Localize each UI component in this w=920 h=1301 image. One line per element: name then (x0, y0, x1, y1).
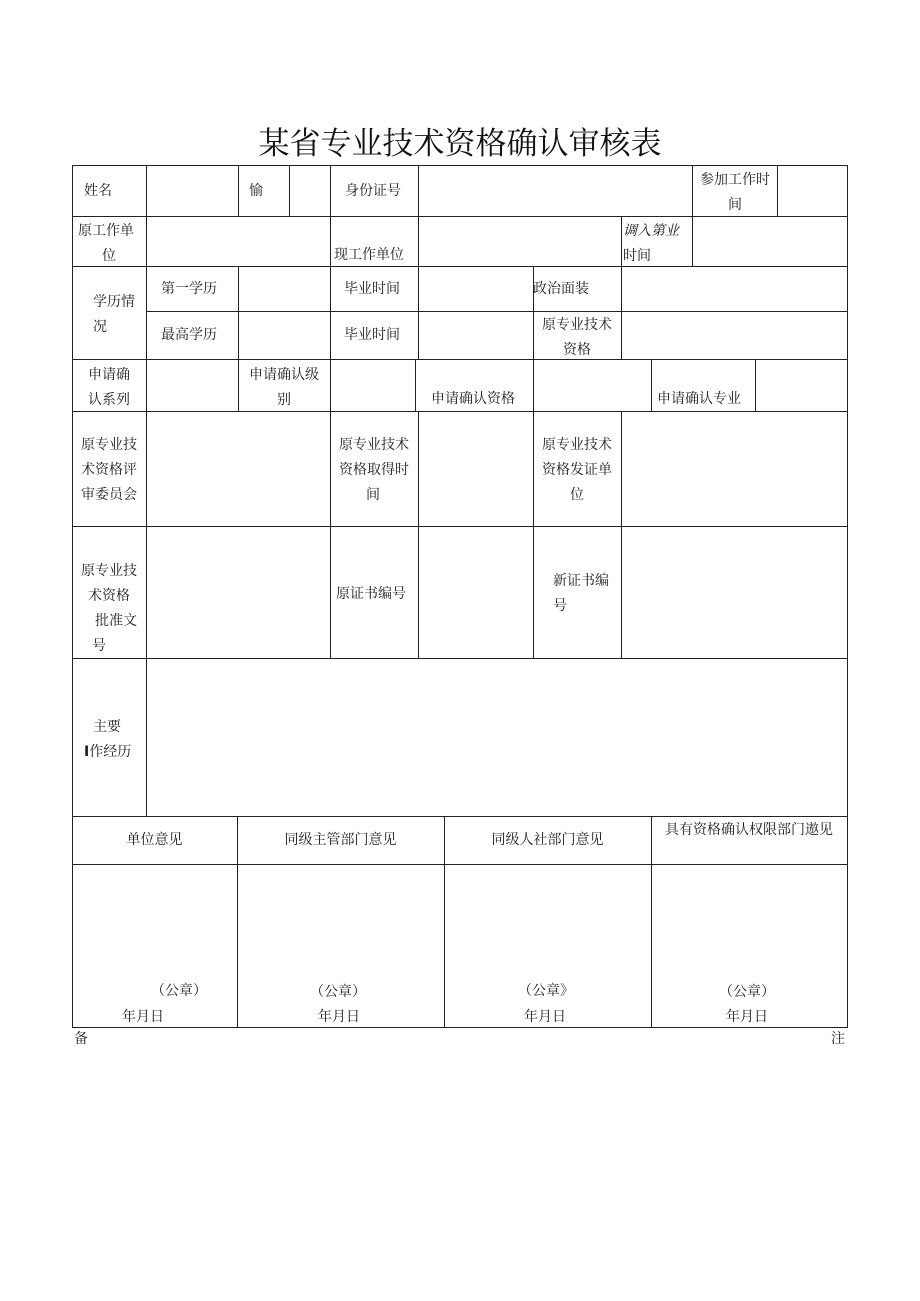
seal-1: （公章） (151, 983, 207, 999)
label-review-committee-line2: 术资格评 (81, 462, 137, 478)
label-review-committee (72, 433, 146, 508)
label-apply-series-line1: 申请确 (88, 367, 130, 383)
label-join-work-time-line2: 间 (728, 197, 742, 213)
table-line (415, 359, 416, 411)
label-apply-level-line2: 别 (277, 392, 291, 408)
label-transfer-time-line2: 时间 (623, 248, 651, 264)
table-line (289, 165, 290, 216)
table-line (330, 266, 331, 359)
table-line (146, 165, 147, 216)
table-line (72, 864, 848, 865)
table-line (330, 216, 331, 266)
label-work-experience-line1: 主要 (93, 719, 121, 735)
header-hr-opinion: 同级人社部门意见 (491, 832, 604, 848)
label-work-experience-line2 (84, 740, 131, 765)
label-orig-qualification (533, 313, 621, 363)
table-line (330, 165, 331, 216)
label-approval-doc-number-line4: 号 (92, 638, 106, 654)
table-line (621, 411, 622, 658)
footer-remark-right: 注 (831, 1031, 845, 1047)
seal-3: （公章》 (518, 983, 574, 999)
label-approval-doc-number-line1: 原专业技 (81, 563, 137, 579)
date-4: 年月日 (726, 1009, 768, 1025)
label-orig-unit-line1: 原工作单 (78, 223, 134, 239)
label-first-education: 第一学历 (161, 281, 217, 297)
label-work-experience (84, 715, 131, 765)
label-orig-unit (78, 219, 144, 269)
table-line (146, 216, 147, 266)
stray-char: 愉 (249, 183, 263, 199)
page-title: 某省专业技术资格确认审核表 (258, 126, 662, 162)
label-new-cert-number-line1: 新证书编 (553, 573, 609, 589)
date-3: 年月日 (524, 1009, 566, 1025)
label-transfer-time (623, 219, 679, 269)
label-orig-qualification-line1: 原专业技术 (542, 317, 612, 333)
table-line (146, 658, 147, 816)
table-line (72, 816, 848, 817)
table-line (418, 266, 419, 359)
date-1: 年月日 (122, 1009, 164, 1025)
label-education-line1: 学历情 (93, 294, 135, 310)
header-unit-opinion: 单位意见 (126, 832, 183, 848)
label-obtain-time-line2: 资格取得时 (339, 462, 409, 478)
header-supervisor-opinion: 同级主管部门意见 (284, 832, 397, 848)
table-line (418, 165, 419, 216)
label-review-committee-line3: 审委员会 (81, 487, 137, 503)
label-graduation-time-1: 毕业时间 (344, 281, 400, 297)
label-obtain-time-line1: 原专业技术 (339, 437, 409, 453)
table-line (330, 359, 331, 411)
label-current-unit: 现工作单位 (334, 247, 404, 263)
label-orig-cert-number: 原证书编号 (336, 586, 406, 602)
label-transfer-time-line1: 调入第业 (623, 223, 679, 239)
table-border-top (72, 165, 848, 166)
table-line (621, 266, 622, 359)
table-line (72, 266, 848, 267)
label-new-cert-number (553, 569, 609, 619)
table-line (238, 165, 239, 216)
table-border-right (847, 165, 848, 1028)
label-join-work-time (693, 168, 777, 218)
header-authority-opinion: 具有资格确认权限部门遨见 (665, 822, 833, 838)
table-line (72, 359, 848, 360)
label-issuing-unit-line2: 资格发证单 (542, 462, 612, 478)
label-orig-unit-line2: 位 (102, 248, 116, 264)
label-obtain-time-line3: 间 (366, 487, 380, 503)
table-line (651, 816, 652, 1027)
label-orig-qualification-line2: 资格 (563, 342, 591, 358)
table-line (651, 359, 652, 411)
label-issuing-unit-line1: 原专业技术 (542, 437, 612, 453)
table-line (146, 359, 147, 411)
table-line (418, 216, 419, 266)
label-approval-doc-number-line2: 术资格 (88, 588, 130, 604)
date-2: 年月日 (318, 1009, 360, 1025)
table-line (777, 165, 778, 216)
work-experience-mark: I (84, 744, 90, 760)
label-name: 姓名 (84, 183, 112, 199)
work-experience-text: 作经历 (89, 744, 132, 760)
label-apply-qualification: 申请确认资格 (431, 391, 515, 407)
label-review-committee-line1: 原专业技 (81, 437, 137, 453)
table-line (146, 311, 848, 312)
table-line (146, 411, 147, 658)
label-education-line2: 况 (93, 319, 107, 335)
label-join-work-time-line1: 参加工作时 (700, 172, 770, 188)
table-line (418, 411, 419, 658)
table-line (72, 526, 848, 527)
label-obtain-time (330, 433, 418, 508)
table-line (533, 359, 534, 411)
table-line (755, 359, 756, 411)
label-graduation-time-2: 毕业时间 (344, 327, 400, 343)
label-issuing-unit (533, 433, 621, 508)
label-id-number: 身份证号 (345, 183, 401, 199)
seal-4: （公章） (719, 984, 775, 1000)
label-apply-major: 申请确认专业 (657, 391, 741, 407)
label-apply-level-line1: 申请确认级 (249, 367, 319, 383)
seal-2: （公章） (310, 984, 366, 1000)
label-highest-education: 最高学历 (161, 327, 217, 343)
label-apply-series-line2: 认系列 (88, 392, 130, 408)
label-approval-doc-number (72, 559, 146, 659)
table-line (72, 658, 848, 659)
label-approval-doc-number-line3: 批准文 (95, 613, 137, 629)
label-new-cert-number-line2: 号 (553, 598, 567, 614)
table-line (621, 216, 622, 266)
label-apply-level (238, 363, 330, 413)
footer-remark-left: 备 (74, 1031, 88, 1047)
label-apply-series (72, 363, 146, 413)
table-line (238, 266, 239, 359)
table-line (692, 216, 693, 266)
label-political-status: 政治面装 (533, 281, 589, 297)
label-issuing-unit-line3: 位 (570, 487, 584, 503)
label-education (93, 290, 135, 340)
table-line (146, 266, 147, 359)
